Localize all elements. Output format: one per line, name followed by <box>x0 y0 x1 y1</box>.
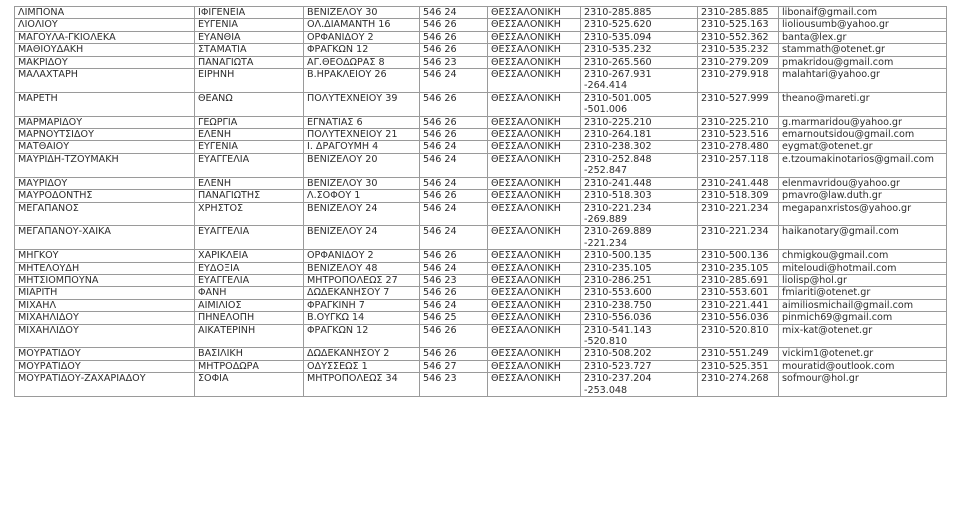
address-cell: ΟΛ.ΔΙΑΜΑΝΤΗ 16 <box>304 19 420 31</box>
phone2-cell: 2310-278.480 <box>698 141 779 153</box>
postal-code-cell: 546 26 <box>420 250 488 262</box>
address-cell: ΒΕΝΙΖΕΛΟΥ 30 <box>304 177 420 189</box>
address-cell: ΒΕΝΙΖΕΛΟΥ 20 <box>304 153 420 177</box>
surname-cell: ΜΑΡΕΤΗ <box>15 92 195 116</box>
phone-cell: 2310-535.094 <box>581 31 698 43</box>
email-cell[interactable]: fmiariti@otenet.gr <box>779 287 947 299</box>
table-row <box>15 129 947 141</box>
email-cell[interactable]: pinmich69@gmail.com <box>779 312 947 324</box>
table-row <box>15 141 947 153</box>
phone-cell: 2310-556.036 <box>581 312 698 324</box>
surname-cell: ΜΙΧΑΗΛ <box>15 299 195 311</box>
address-cell: ΟΡΦΑΝΙΔΟΥ 2 <box>304 250 420 262</box>
phone-cell: 2310-265.560 <box>581 56 698 68</box>
city-cell: ΘΕΣΣΑΛΟΝΙΚΗ <box>488 262 581 274</box>
email-cell[interactable]: megapanxristos@yahoo.gr <box>779 202 947 226</box>
phone2-cell: 2310-221.441 <box>698 299 779 311</box>
surname-cell: ΜΗΤΣΙΟΜΠΟΥΝΑ <box>15 274 195 286</box>
phone-cell: 2310-508.202 <box>581 348 698 360</box>
city-cell: ΘΕΣΣΑΛΟΝΙΚΗ <box>488 226 581 250</box>
surname-cell: ΜΙΧΑΗΛΙΔΟΥ <box>15 312 195 324</box>
first-name-cell: ΣΟΦΙΑ <box>195 373 304 397</box>
city-cell: ΘΕΣΣΑΛΟΝΙΚΗ <box>488 141 581 153</box>
email-cell[interactable]: g.marmaridou@yahoo.gr <box>779 116 947 128</box>
first-name-cell: ΓΕΩΡΓΙΑ <box>195 116 304 128</box>
city-cell: ΘΕΣΣΑΛΟΝΙΚΗ <box>488 312 581 324</box>
email-cell[interactable]: elenmavridou@yahoo.gr <box>779 177 947 189</box>
postal-code-cell: 546 24 <box>420 226 488 250</box>
surname-cell: ΜΕΓΑΠΑΝΟΣ <box>15 202 195 226</box>
city-cell: ΘΕΣΣΑΛΟΝΙΚΗ <box>488 153 581 177</box>
surname-cell: ΜΑΛΑΧΤΑΡΗ <box>15 69 195 93</box>
address-cell: ΒΕΝΙΖΕΛΟΥ 48 <box>304 262 420 274</box>
address-cell: ΠΟΛΥΤΕΧΝΕΙΟΥ 21 <box>304 129 420 141</box>
address-cell: Ι. ΔΡΑΓΟΥΜΗ 4 <box>304 141 420 153</box>
phone-cell: 2310-518.303 <box>581 190 698 202</box>
table-row <box>15 202 947 226</box>
surname-cell: ΜΑΘΙΟΥΔΑΚΗ <box>15 44 195 56</box>
first-name-cell: ΕΥΑΓΓΕΛΙΑ <box>195 226 304 250</box>
first-name-cell: ΕΥΑΝΘΙΑ <box>195 31 304 43</box>
postal-code-cell: 546 26 <box>420 129 488 141</box>
address-cell: Λ.ΣΟΦΟΥ 1 <box>304 190 420 202</box>
table-row <box>15 92 947 116</box>
address-cell: ΒΕΝΙΖΕΛΟΥ 30 <box>304 7 420 19</box>
email-cell[interactable]: theano@mareti.gr <box>779 92 947 116</box>
phone-cell: 2310-267.931 -264.414 <box>581 69 698 93</box>
email-cell[interactable]: pmakridou@gmail.com <box>779 56 947 68</box>
email-cell[interactable]: e.tzoumakinotarios@gmail.com <box>779 153 947 177</box>
address-cell: ΕΓΝΑΤΙΑΣ 6 <box>304 116 420 128</box>
phone2-cell: 2310-553.601 <box>698 287 779 299</box>
postal-code-cell: 546 26 <box>420 348 488 360</box>
table-row <box>15 348 947 360</box>
first-name-cell: ΣΤΑΜΑΤΙΑ <box>195 44 304 56</box>
city-cell: ΘΕΣΣΑΛΟΝΙΚΗ <box>488 202 581 226</box>
phone2-cell: 2310-518.309 <box>698 190 779 202</box>
table-row <box>15 153 947 177</box>
first-name-cell: ΠΑΝΑΓΙΩΤΗΣ <box>195 190 304 202</box>
surname-cell: ΜΗΤΕΛΟΥΔΗ <box>15 262 195 274</box>
city-cell: ΘΕΣΣΑΛΟΝΙΚΗ <box>488 177 581 189</box>
first-name-cell: ΕΥΓΕΝΙΑ <box>195 141 304 153</box>
phone2-cell: 2310-221.234 <box>698 202 779 226</box>
postal-code-cell: 546 25 <box>420 312 488 324</box>
postal-code-cell: 546 24 <box>420 299 488 311</box>
surname-cell: ΜΑΥΡΙΔΗ-ΤΖΟΥΜΑΚΗ <box>15 153 195 177</box>
city-cell: ΘΕΣΣΑΛΟΝΙΚΗ <box>488 129 581 141</box>
address-cell: ΟΡΦΑΝΙΔΟΥ 2 <box>304 31 420 43</box>
phone2-cell: 2310-551.249 <box>698 348 779 360</box>
table-row <box>15 7 947 19</box>
city-cell: ΘΕΣΣΑΛΟΝΙΚΗ <box>488 250 581 262</box>
city-cell: ΘΕΣΣΑΛΟΝΙΚΗ <box>488 19 581 31</box>
phone-cell: 2310-500.135 <box>581 250 698 262</box>
postal-code-cell: 546 27 <box>420 360 488 372</box>
phone2-cell: 2310-241.448 <box>698 177 779 189</box>
email-cell[interactable]: eygmat@otenet.gr <box>779 141 947 153</box>
email-cell[interactable]: libonaif@gmail.com <box>779 7 947 19</box>
surname-cell: ΜΑΚΡΙΔΟΥ <box>15 56 195 68</box>
email-cell[interactable]: mix-kat@otenet.gr <box>779 324 947 348</box>
table-row <box>15 19 947 31</box>
postal-code-cell: 546 23 <box>420 274 488 286</box>
phone-cell: 2310-238.302 <box>581 141 698 153</box>
postal-code-cell: 546 24 <box>420 69 488 93</box>
address-cell: ΔΩΔΕΚΑΝΗΣΟΥ 7 <box>304 287 420 299</box>
city-cell: ΘΕΣΣΑΛΟΝΙΚΗ <box>488 116 581 128</box>
email-cell[interactable]: malahtari@yahoo.gr <box>779 69 947 93</box>
phone-cell: 2310-241.448 <box>581 177 698 189</box>
first-name-cell: ΕΥΔΟΞΙΑ <box>195 262 304 274</box>
phone2-cell: 2310-221.234 <box>698 226 779 250</box>
address-cell: ΟΔΥΣΣΕΩΣ 1 <box>304 360 420 372</box>
table-row <box>15 226 947 250</box>
surname-cell: ΜΑΥΡΟΔΟΝΤΗΣ <box>15 190 195 202</box>
postal-code-cell: 546 26 <box>420 19 488 31</box>
address-cell: Β.ΟΥΓΚΩ 14 <box>304 312 420 324</box>
postal-code-cell: 546 24 <box>420 7 488 19</box>
surname-cell: ΜΑΡΝΟΥΤΣΙΔΟΥ <box>15 129 195 141</box>
email-cell[interactable]: emarnoutsidou@gmail.com <box>779 129 947 141</box>
phone-cell: 2310-501.005 -501.006 <box>581 92 698 116</box>
table-row <box>15 324 947 348</box>
table-row <box>15 274 947 286</box>
postal-code-cell: 546 26 <box>420 92 488 116</box>
postal-code-cell: 546 26 <box>420 324 488 348</box>
surname-cell: ΛΙΜΠΟΝΑ <box>15 7 195 19</box>
email-cell[interactable]: lioliousumb@yahoo.gr <box>779 19 947 31</box>
city-cell: ΘΕΣΣΑΛΟΝΙΚΗ <box>488 44 581 56</box>
phone2-cell: 2310-525.351 <box>698 360 779 372</box>
surname-cell: ΜΟΥΡΑΤΙΔΟΥ <box>15 348 195 360</box>
phone-cell: 2310-221.234 -269.889 <box>581 202 698 226</box>
address-cell: ΒΕΝΙΖΕΛΟΥ 24 <box>304 202 420 226</box>
city-cell: ΘΕΣΣΑΛΟΝΙΚΗ <box>488 348 581 360</box>
first-name-cell: ΑΙΜΙΛΙΟΣ <box>195 299 304 311</box>
table-row <box>15 56 947 68</box>
postal-code-cell: 546 23 <box>420 373 488 397</box>
phone2-cell: 2310-235.105 <box>698 262 779 274</box>
table-row <box>15 69 947 93</box>
phone-cell: 2310-238.750 <box>581 299 698 311</box>
postal-code-cell: 546 26 <box>420 287 488 299</box>
surname-cell: ΜΑΥΡΙΔΟΥ <box>15 177 195 189</box>
postal-code-cell: 546 24 <box>420 153 488 177</box>
phone-cell: 2310-264.181 <box>581 129 698 141</box>
first-name-cell: ΕΥΑΓΓΕΛΙΑ <box>195 274 304 286</box>
first-name-cell: ΕΥΓΕΝΙΑ <box>195 19 304 31</box>
postal-code-cell: 546 23 <box>420 56 488 68</box>
email-cell[interactable]: banta@lex.gr <box>779 31 947 43</box>
phone2-cell: 2310-279.918 <box>698 69 779 93</box>
city-cell: ΘΕΣΣΑΛΟΝΙΚΗ <box>488 324 581 348</box>
phone2-cell: 2310-274.268 <box>698 373 779 397</box>
phone-cell: 2310-225.210 <box>581 116 698 128</box>
email-cell[interactable]: liolisp@hol.gr <box>779 274 947 286</box>
postal-code-cell: 546 26 <box>420 44 488 56</box>
email-cell[interactable]: vickim1@otenet.gr <box>779 348 947 360</box>
surname-cell: ΜΟΥΡΑΤΙΔΟΥ-ΖΑΧΑΡΙΑΔΟΥ <box>15 373 195 397</box>
first-name-cell: ΕΛΕΝΗ <box>195 177 304 189</box>
phone-cell: 2310-523.727 <box>581 360 698 372</box>
city-cell: ΘΕΣΣΑΛΟΝΙΚΗ <box>488 373 581 397</box>
table-row <box>15 190 947 202</box>
phone2-cell: 2310-523.516 <box>698 129 779 141</box>
city-cell: ΘΕΣΣΑΛΟΝΙΚΗ <box>488 287 581 299</box>
phone2-cell: 2310-285.885 <box>698 7 779 19</box>
table-row <box>15 299 947 311</box>
address-cell: ΒΕΝΙΖΕΛΟΥ 24 <box>304 226 420 250</box>
phone2-cell: 2310-527.999 <box>698 92 779 116</box>
address-cell: ΔΩΔΕΚΑΝΗΣΟΥ 2 <box>304 348 420 360</box>
table-row <box>15 177 947 189</box>
phone2-cell: 2310-556.036 <box>698 312 779 324</box>
first-name-cell: ΠΑΝΑΓΙΩΤΑ <box>195 56 304 68</box>
first-name-cell: ΙΦΙΓΕΝΕΙΑ <box>195 7 304 19</box>
postal-code-cell: 546 26 <box>420 116 488 128</box>
address-cell: Β.ΗΡΑΚΛΕΙΟΥ 26 <box>304 69 420 93</box>
table-row <box>15 287 947 299</box>
phone-cell: 2310-541.143 -520.810 <box>581 324 698 348</box>
table-row <box>15 250 947 262</box>
phone-cell: 2310-235.105 <box>581 262 698 274</box>
first-name-cell: ΒΑΣΙΛΙΚΗ <box>195 348 304 360</box>
phone-cell: 2310-553.600 <box>581 287 698 299</box>
email-cell[interactable]: mouratid@outlook.com <box>779 360 947 372</box>
address-cell: ΦΡΑΓΚΙΝΗ 7 <box>304 299 420 311</box>
email-cell[interactable]: pmavro@law.duth.gr <box>779 190 947 202</box>
email-cell[interactable]: stammath@otenet.gr <box>779 44 947 56</box>
first-name-cell: ΦΑΝΗ <box>195 287 304 299</box>
directory-table <box>14 6 947 397</box>
table-row <box>15 360 947 372</box>
phone2-cell: 2310-520.810 <box>698 324 779 348</box>
surname-cell: ΜΙΧΑΗΛΙΔΟΥ <box>15 324 195 348</box>
surname-cell: ΜΑΡΜΑΡΙΔΟΥ <box>15 116 195 128</box>
phone2-cell: 2310-552.362 <box>698 31 779 43</box>
first-name-cell: ΧΑΡΙΚΛΕΙΑ <box>195 250 304 262</box>
phone2-cell: 2310-535.232 <box>698 44 779 56</box>
email-cell[interactable]: aimiliosmichail@gmail.com <box>779 299 947 311</box>
phone2-cell: 2310-525.163 <box>698 19 779 31</box>
phone2-cell: 2310-257.118 <box>698 153 779 177</box>
email-cell[interactable]: sofmour@hol.gr <box>779 373 947 397</box>
phone-cell: 2310-285.885 <box>581 7 698 19</box>
email-cell[interactable]: chmigkou@gmail.com <box>779 250 947 262</box>
first-name-cell: ΘΕΑΝΩ <box>195 92 304 116</box>
surname-cell: ΜΑΓΟΥΛΑ-ΓΚΙΟΛΕΚΑ <box>15 31 195 43</box>
first-name-cell: ΧΡΗΣΤΟΣ <box>195 202 304 226</box>
first-name-cell: ΠΗΝΕΛΟΠΗ <box>195 312 304 324</box>
phone-cell: 2310-269.889 -221.234 <box>581 226 698 250</box>
address-cell: ΦΡΑΓΚΩΝ 12 <box>304 44 420 56</box>
first-name-cell: ΕΥΑΓΓΕΛΙΑ <box>195 153 304 177</box>
postal-code-cell: 546 26 <box>420 190 488 202</box>
phone2-cell: 2310-285.691 <box>698 274 779 286</box>
surname-cell: ΜΙΑΡΙΤΗ <box>15 287 195 299</box>
surname-cell: ΜΟΥΡΑΤΙΔΟΥ <box>15 360 195 372</box>
phone-cell: 2310-535.232 <box>581 44 698 56</box>
address-cell: ΠΟΛΥΤΕΧΝΕΙΟΥ 39 <box>304 92 420 116</box>
table-row <box>15 44 947 56</box>
city-cell: ΘΕΣΣΑΛΟΝΙΚΗ <box>488 92 581 116</box>
email-cell[interactable]: haikanotary@gmail.com <box>779 226 947 250</box>
phone2-cell: 2310-500.136 <box>698 250 779 262</box>
phone-cell: 2310-525.620 <box>581 19 698 31</box>
city-cell: ΘΕΣΣΑΛΟΝΙΚΗ <box>488 7 581 19</box>
surname-cell: ΜΗΓΚΟΥ <box>15 250 195 262</box>
city-cell: ΘΕΣΣΑΛΟΝΙΚΗ <box>488 56 581 68</box>
directory-rows <box>15 7 947 397</box>
city-cell: ΘΕΣΣΑΛΟΝΙΚΗ <box>488 299 581 311</box>
phone-cell: 2310-252.848 -252.847 <box>581 153 698 177</box>
city-cell: ΘΕΣΣΑΛΟΝΙΚΗ <box>488 360 581 372</box>
city-cell: ΘΕΣΣΑΛΟΝΙΚΗ <box>488 69 581 93</box>
postal-code-cell: 546 24 <box>420 141 488 153</box>
table-row <box>15 262 947 274</box>
postal-code-cell: 546 26 <box>420 31 488 43</box>
city-cell: ΘΕΣΣΑΛΟΝΙΚΗ <box>488 190 581 202</box>
table-row <box>15 116 947 128</box>
first-name-cell: ΕΛΕΝΗ <box>195 129 304 141</box>
city-cell: ΘΕΣΣΑΛΟΝΙΚΗ <box>488 31 581 43</box>
phone-cell: 2310-286.251 <box>581 274 698 286</box>
phone-cell: 2310-237.204 -253.048 <box>581 373 698 397</box>
surname-cell: ΜΑΤΘΑΙΟΥ <box>15 141 195 153</box>
table-row <box>15 31 947 43</box>
first-name-cell: ΕΙΡΗΝΗ <box>195 69 304 93</box>
phone2-cell: 2310-225.210 <box>698 116 779 128</box>
email-cell[interactable]: miteloudi@hotmail.com <box>779 262 947 274</box>
address-cell: ΜΗΤΡΟΠΟΛΕΩΣ 34 <box>304 373 420 397</box>
postal-code-cell: 546 24 <box>420 177 488 189</box>
phone2-cell: 2310-279.209 <box>698 56 779 68</box>
address-cell: ΦΡΑΓΚΩΝ 12 <box>304 324 420 348</box>
address-cell: ΑΓ.ΘΕΟΔΩΡΑΣ 8 <box>304 56 420 68</box>
surname-cell: ΛΙΟΛΙΟΥ <box>15 19 195 31</box>
first-name-cell: ΑΙΚΑΤΕΡΙΝΗ <box>195 324 304 348</box>
postal-code-cell: 546 24 <box>420 202 488 226</box>
surname-cell: ΜΕΓΑΠΑΝΟΥ-ΧΑΙΚΑ <box>15 226 195 250</box>
address-cell: ΜΗΤΡΟΠΟΛΕΩΣ 27 <box>304 274 420 286</box>
table-row <box>15 312 947 324</box>
table-row <box>15 373 947 397</box>
postal-code-cell: 546 24 <box>420 262 488 274</box>
city-cell: ΘΕΣΣΑΛΟΝΙΚΗ <box>488 274 581 286</box>
first-name-cell: ΜΗΤΡΟΔΩΡΑ <box>195 360 304 372</box>
